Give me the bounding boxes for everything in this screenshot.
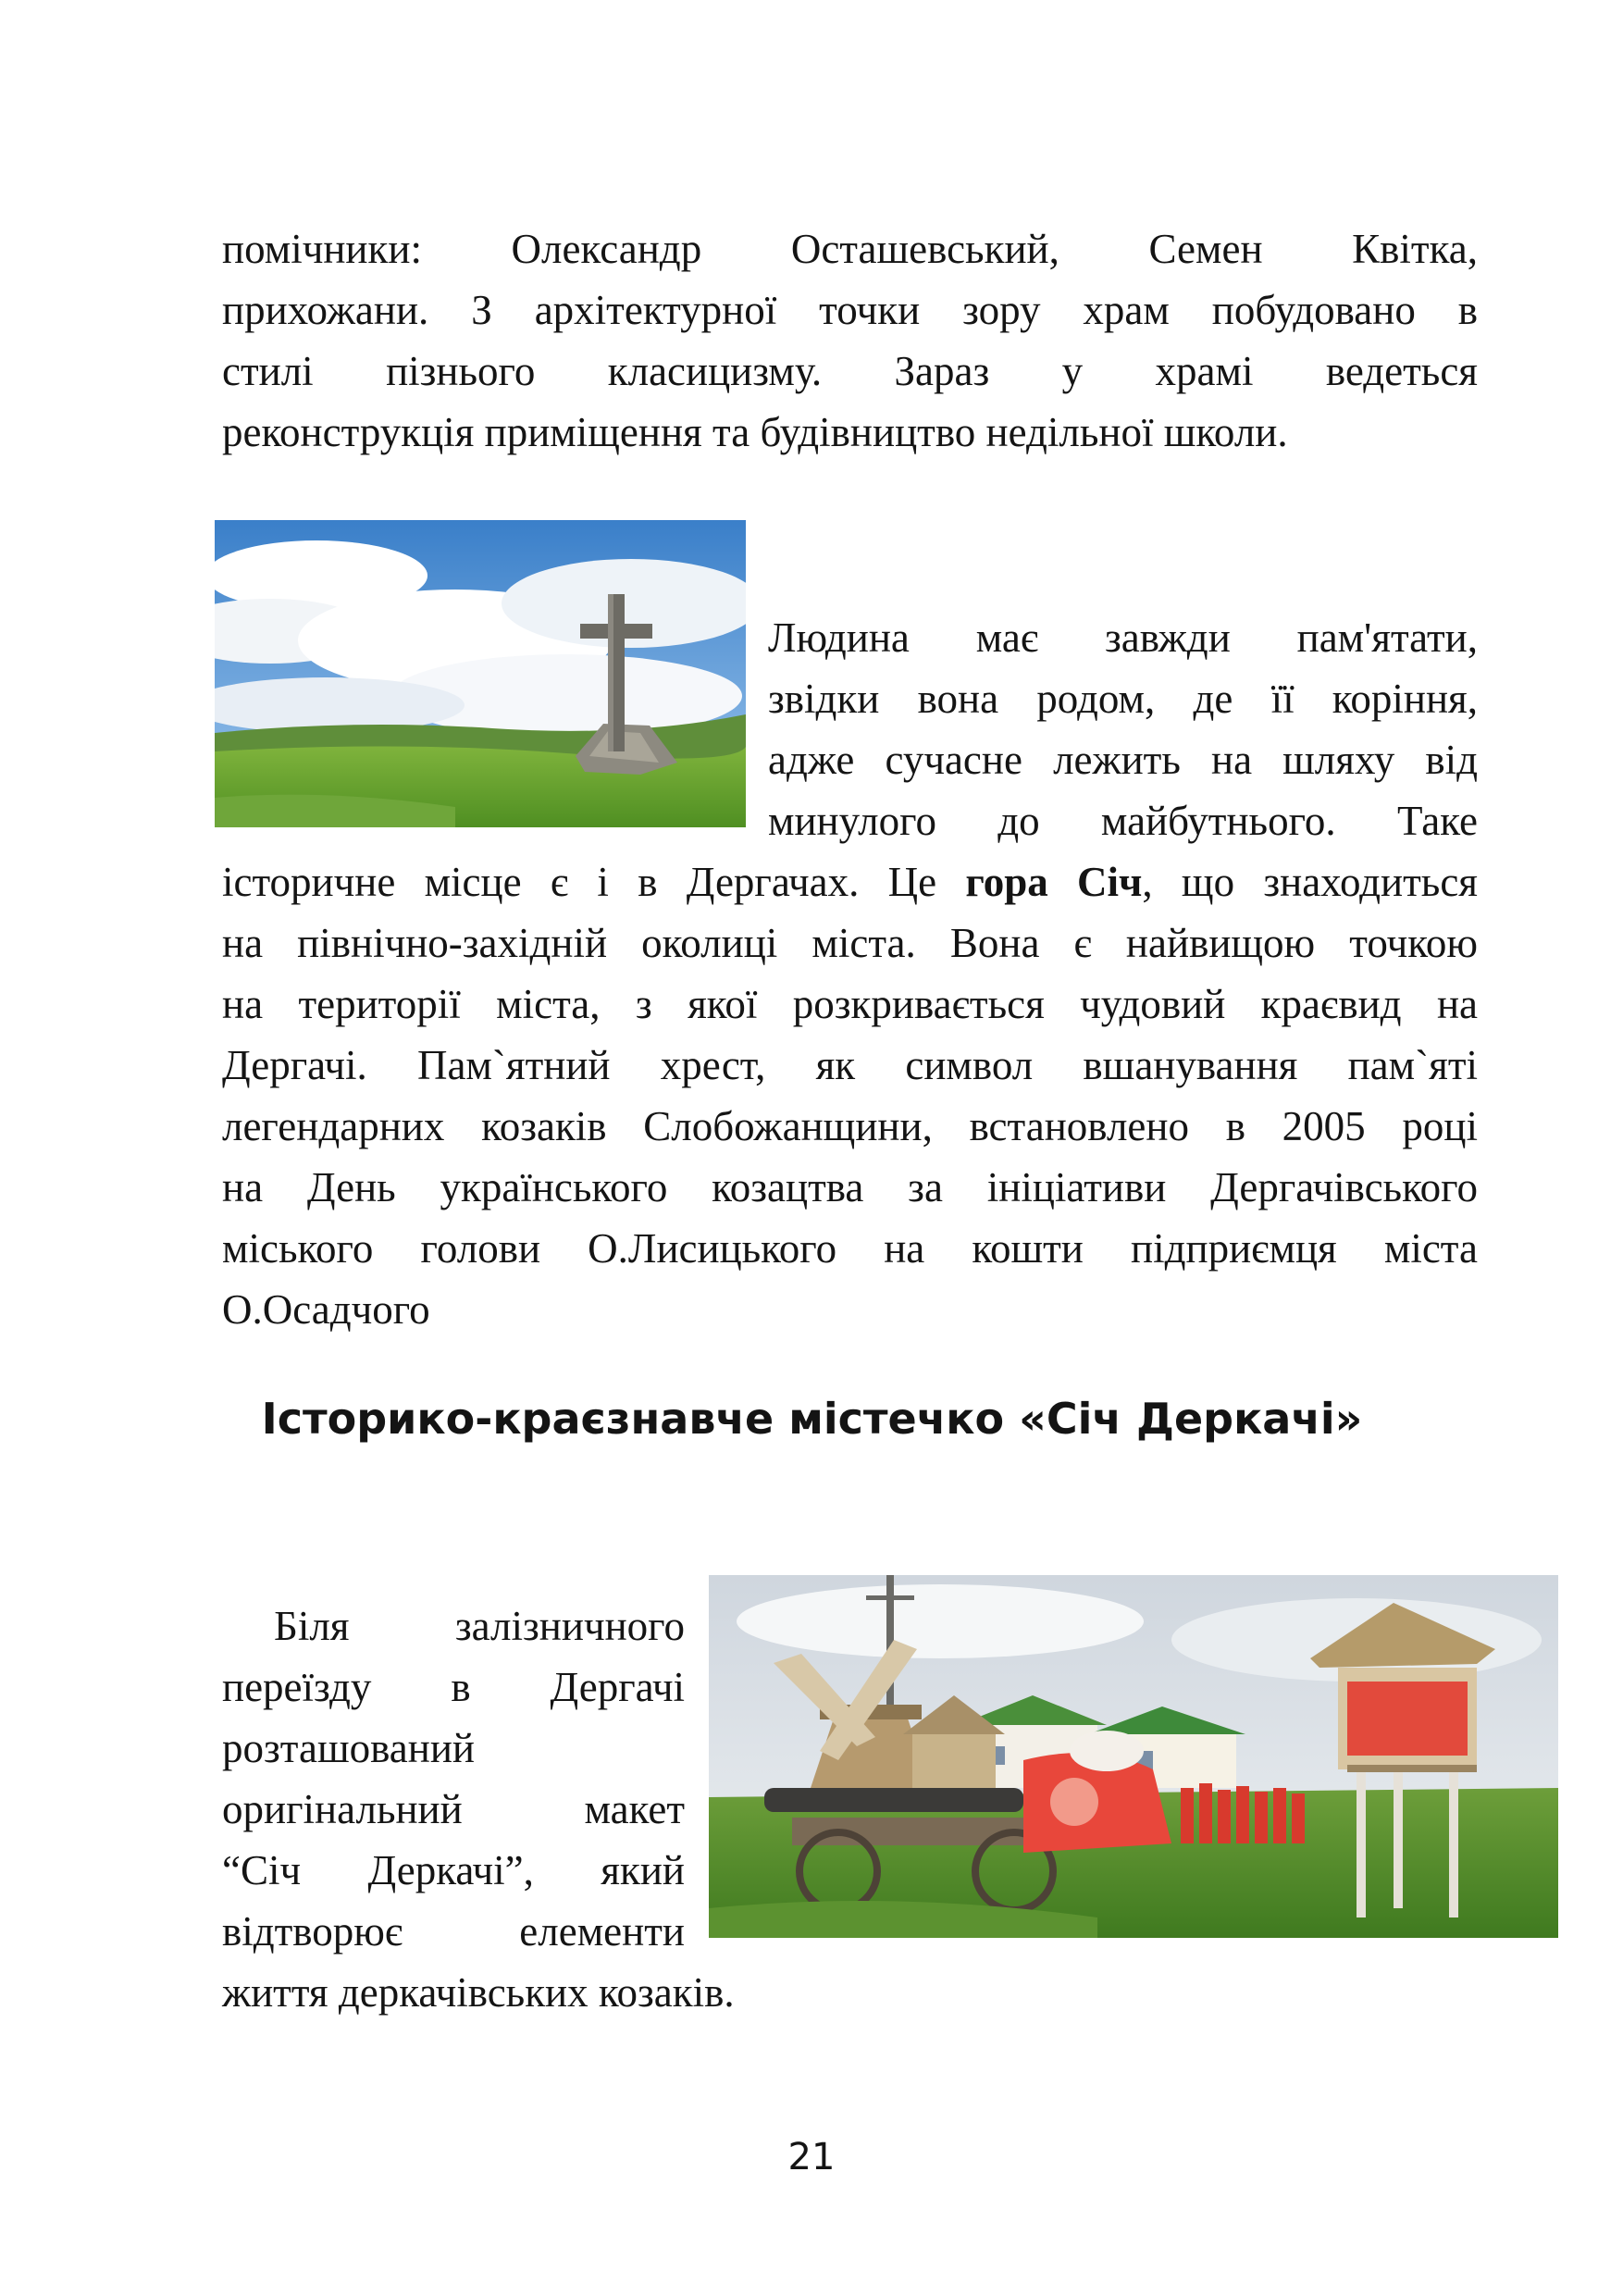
- text-line: на північно-західній околиці міста. Вона є найвищою точкою: [222, 920, 1478, 966]
- place-name-bold: гора Січ: [965, 859, 1143, 905]
- paragraph-mount-sich-wrap: [768, 607, 1478, 851]
- text-line: помічники: Олександр Осташевський, Семен Квітка,: [222, 226, 1478, 272]
- cross-photo: [215, 520, 746, 827]
- paragraph-church: [222, 218, 1478, 463]
- text-line: [222, 851, 1478, 912]
- text-line: стилі пізнього класицизму. Зараз у храмі ведеться: [222, 348, 1478, 394]
- sich-derkachi-photo: [709, 1575, 1558, 1938]
- text-line: [222, 1595, 685, 1657]
- text-run: , що знаходиться: [1142, 859, 1478, 905]
- text-run: історичне місце є і в Дергачах. Це: [222, 859, 966, 905]
- text-line: минулого до майбутнього. Таке: [768, 798, 1478, 844]
- text-line: Дергачі. Пам`ятний хрест, як символ вшанування пам`яті: [222, 1042, 1478, 1088]
- text-line: Людина має завжди пам'ятати,: [768, 614, 1478, 661]
- paragraph-mount-sich: [222, 851, 1478, 1340]
- text-line: прихожани. З архітектурної точки зору храм побудовано в: [222, 287, 1478, 333]
- text-line: переїзду в Дергачі: [222, 1664, 685, 1710]
- paragraph-sich-derkachi-wrap: [222, 1595, 735, 2023]
- section-heading: Історико-краєзнавче містечко «Січ Деркачі»: [261, 1394, 1363, 1444]
- text-line: реконструкція приміщення та будівництво недільної школи.: [222, 409, 1288, 455]
- text-line: “Січ Деркачі”, який: [222, 1847, 685, 1893]
- text-line: на День українського козацтва за ініціативи Дергачівського: [222, 1164, 1478, 1210]
- text-line: легендарних козаків Слобожанщини, встановлено в 2005 році: [222, 1103, 1478, 1149]
- text-line: оригінальний макет: [222, 1786, 685, 1832]
- text-line: О.Осадчого: [222, 1286, 430, 1333]
- text-line: життя деркачівських козаків.: [222, 1969, 735, 2016]
- page-number: 21: [787, 2136, 836, 2178]
- text-line: адже сучасне лежить на шляху від: [768, 737, 1478, 783]
- text-line: на території міста, з якої розкривається чудовий краєвид на: [222, 981, 1478, 1027]
- text-line: міського голови О.Лисицького на кошти підприємця міста: [222, 1225, 1478, 1272]
- text-run: Біля залізничного: [274, 1603, 685, 1649]
- text-line: розташований: [222, 1725, 475, 1771]
- text-line: відтворює елементи: [222, 1908, 685, 1955]
- text-line: звідки вона родом, де її коріння,: [768, 676, 1478, 722]
